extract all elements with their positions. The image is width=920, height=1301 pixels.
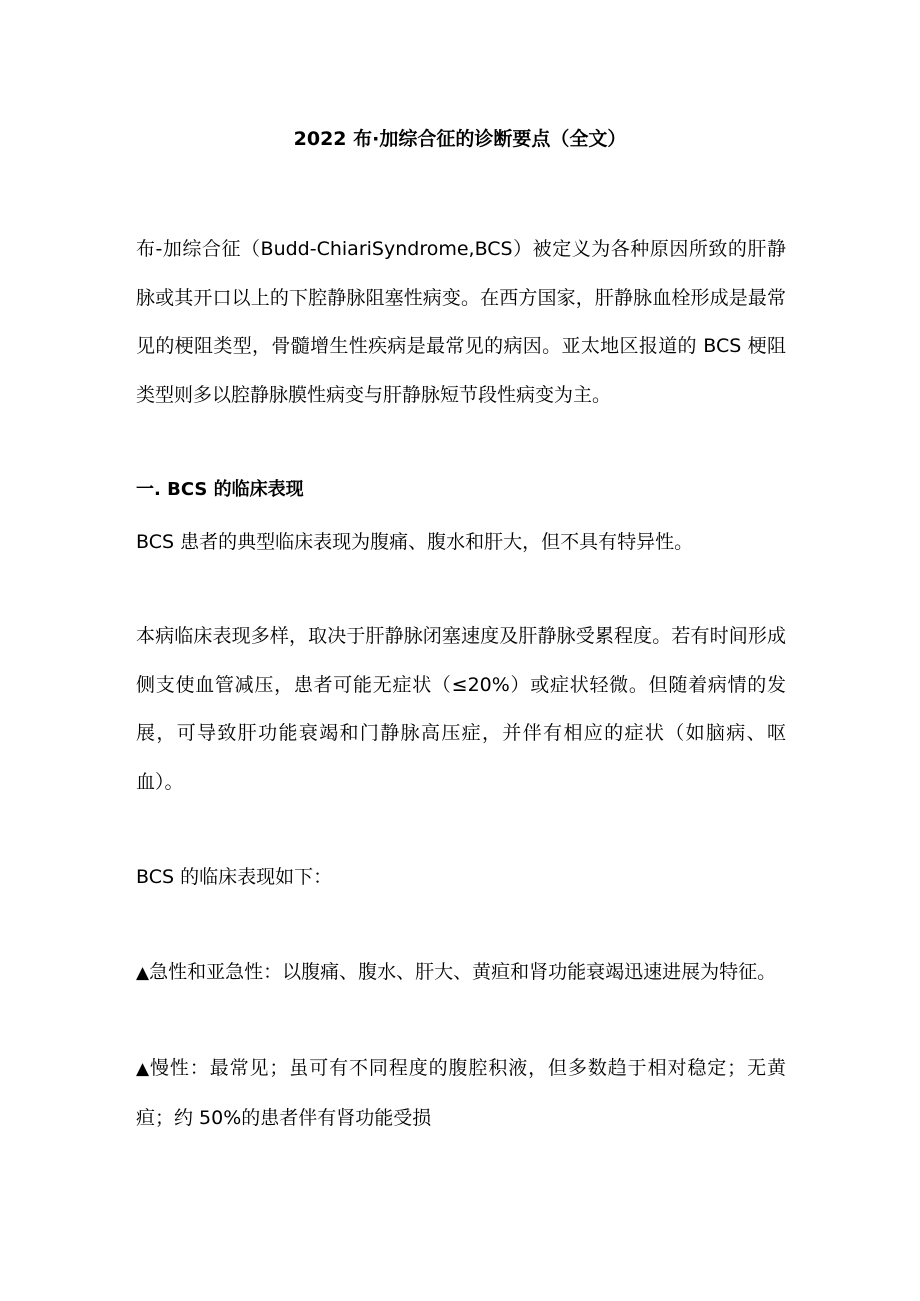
section-paragraph-variability: 本病临床表现多样，取决于肝静脉闭塞速度及肝静脉受累程度。若有时间形成侧支使血管减压，患者可能无症状（≤20%）或症状轻微。但随着病情的发展，可导致肝功能衰竭和门静脉高压症，并伴有相应的症状（如脑病、呕血）。	[136, 625, 786, 793]
section-heading-clinical-manifestations: 一. BCS 的临床表现	[136, 479, 304, 500]
triangle-bullet-icon: ▲	[136, 963, 150, 983]
triangle-bullet-icon: ▲	[136, 1059, 150, 1079]
bullet-item-acute	[136, 948, 786, 998]
bullet-text: 急性和亚急性：以腹痛、腹水、肝大、黄疸和肾功能衰竭迅速进展为特征。	[149, 961, 777, 983]
intro-paragraph: 布-加综合征（Budd-ChiariSyndrome,BCS）被定义为各种原因所致的肝静脉或其开口以上的下腔静脉阻塞性病变。在西方国家，肝静脉血栓形成是最常见的梗阻类型，骨髓增生性疾病是最常见的病因。亚太地区报道的 BCS 梗阻类型则多以腔静脉膜性病变与肝静脉短节段性病变为主。	[136, 238, 786, 406]
section-paragraph-list-intro: BCS 的临床表现如下：	[136, 866, 333, 888]
bullet-text: 慢性：最常见；虽可有不同程度的腹腔积液，但多数趋于相对稳定；无黄疸；约 50%的患者伴有肾功能受损	[136, 1057, 786, 1129]
document-title: 2022 布·加综合征的诊断要点（全文）	[293, 128, 627, 150]
bullet-item-chronic	[136, 1044, 786, 1142]
section-paragraph-typical-symptoms: BCS 患者的典型临床表现为腹痛、腹水和肝大，但不具有特异性。	[136, 531, 694, 553]
